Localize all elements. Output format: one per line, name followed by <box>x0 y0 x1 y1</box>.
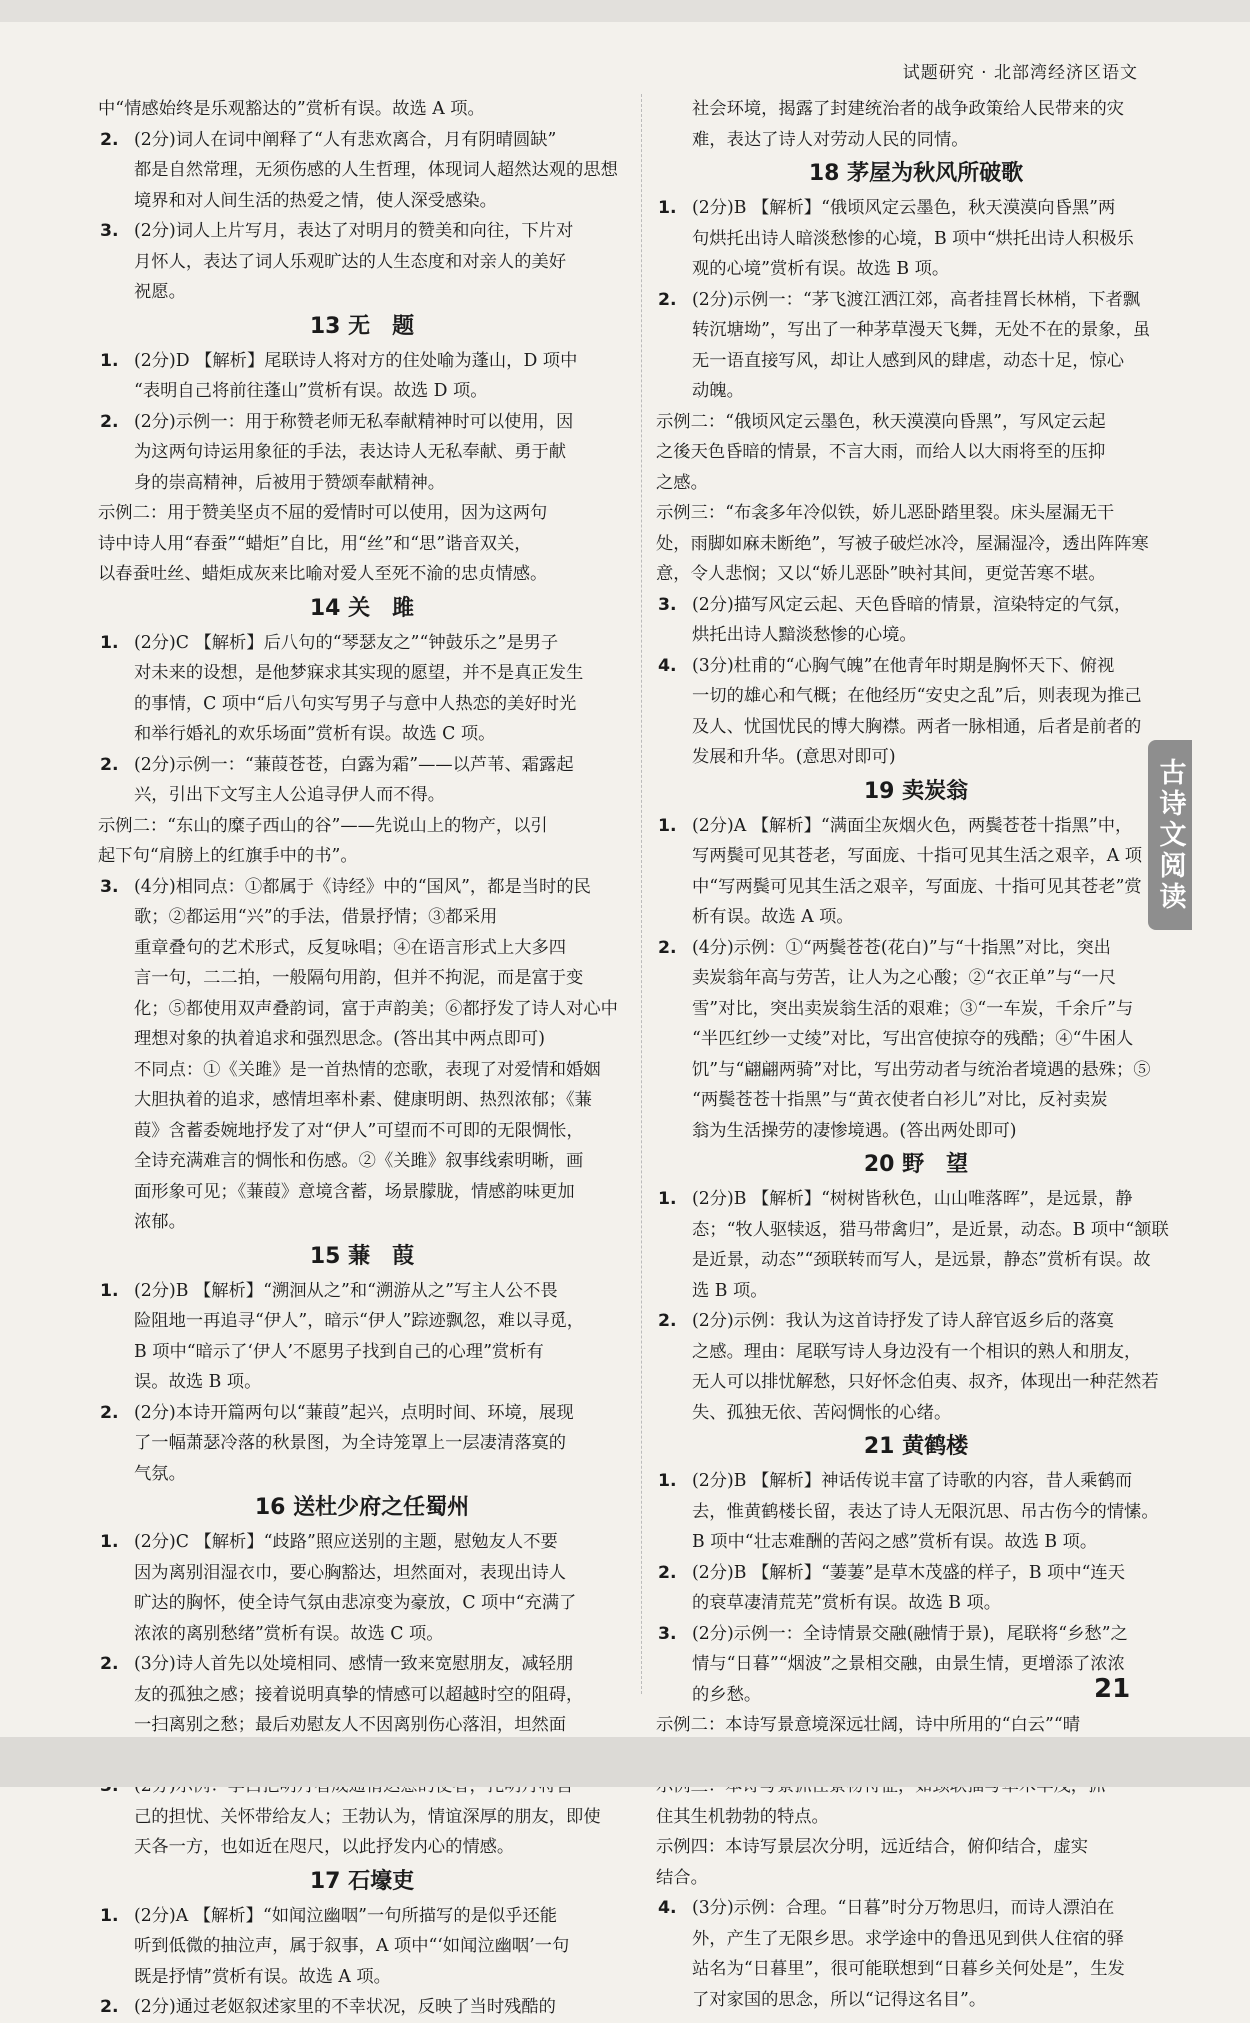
answer-line: 选 B 项。 <box>692 1280 768 1301</box>
item-text: (2分)B 【解析】“树树皆秋色，山山唯落晖”，是远景，静 <box>692 1189 1133 1209</box>
poem-title: 19 卖炭翁 <box>863 778 969 804</box>
answer-line: 住其生机勃勃的特点。 <box>656 1806 829 1827</box>
item-text: (2分)B 【解析】“萋萋”是草木茂盛的样子，B 项中“连天 <box>692 1562 1125 1583</box>
answer-line: 动魄。 <box>692 381 744 401</box>
answer-line: 烘托出诗人黯淡愁惨的心境。 <box>692 625 917 645</box>
answer-item <box>98 1527 626 1558</box>
answer-line: 的衰草凄清荒芜”赏析有误。故选 B 项。 <box>692 1593 1002 1613</box>
answer-line: 听到低微的抽泣声，属于叙事，A 项中“‘如闻泣幽咽’一句 <box>134 1936 570 1956</box>
answer-line: 示例二：用于赞美坚贞不屈的爱情时可以使用，因为这两句 <box>98 503 548 523</box>
answer-line: 情与“日暮”“烟波”之景相交融，由景生情，更增添了浓浓 <box>692 1654 1125 1674</box>
item-text: (2分)B 【解析】“溯洄从之”和“溯游从之”写主人公不畏 <box>134 1280 558 1301</box>
answer-line: “两鬓苍苍十指黑”与“黄衣使者白衫儿”对比，反衬卖炭 <box>692 1090 1108 1110</box>
item-number: 1. <box>658 1189 677 1209</box>
poem-title: 13 无 题 <box>309 313 415 339</box>
answer-line: 都是自然常理，无须伤感的人生哲理，体现词人超然达观的思想 <box>134 160 618 180</box>
answer-item <box>98 1276 626 1307</box>
answer-line: 之感。 <box>656 472 708 493</box>
answer-line: 示例三：“布衾多年冷似铁，娇儿恶卧踏里裂。床头屋漏无干 <box>656 503 1115 523</box>
item-text: (4分)相同点：①都属于《诗经》中的“国风”，都是当时的民 <box>134 876 591 897</box>
answer-line: 结合。 <box>656 1867 708 1888</box>
answer-item <box>98 628 626 659</box>
answer-line: 诗中诗人用“春蚕”“蜡炬”自比，用“丝”和“思”谐音双关， <box>98 533 532 554</box>
answer-item <box>656 1466 1176 1497</box>
item-number: 3. <box>100 876 119 897</box>
answer-line: “表明自己将前往蓬山”赏析有误。故选 D 项。 <box>134 381 488 401</box>
item-text: (3分)示例：合理。“日暮”时分万物思归，而诗人漂泊在 <box>692 1898 1115 1918</box>
answer-item <box>656 590 1176 621</box>
item-number: 2. <box>100 411 119 432</box>
answer-line: 气氛。 <box>134 1463 186 1484</box>
answer-line: 示例四：本诗写景层次分明，远近结合，俯仰结合，虚实 <box>656 1837 1089 1857</box>
answer-line: 中“写两鬓可见其生活之艰辛，写面庞、十指可见其苍老”赏 <box>692 876 1142 897</box>
item-number: 2. <box>658 937 677 958</box>
answer-line: 了一幅萧瑟冷落的秋景图，为全诗笼罩上一层凄清落寞的 <box>134 1433 567 1453</box>
top-margin <box>0 0 1250 22</box>
poem-title: 15 蒹 葭 <box>309 1243 415 1269</box>
answer-item <box>98 872 626 903</box>
page-header: 试题研究 · 北部湾经济区语文 <box>902 63 1138 83</box>
item-number: 1. <box>100 1280 119 1301</box>
answer-line: 葭》含蓄委婉地抒发了对“伊人”可望而不可即的无限惆怅， <box>134 1120 584 1141</box>
item-text: (2分)A 【解析】“如闻泣幽咽”一句所描写的是似乎还能 <box>134 1905 558 1926</box>
answer-line: 饥”与“翩翩两骑”对比，写出劳动者与统治者境遇的悬殊；⑤ <box>692 1059 1151 1080</box>
answer-item <box>98 750 626 781</box>
answer-line: B 项中“暗示了‘伊人’不愿男子找到自己的心理”赏析有 <box>134 1341 544 1362</box>
item-number: 2. <box>100 1402 119 1423</box>
answer-line: 示例二：本诗写景意境深远壮阔，诗中所用的“白云”“晴 <box>656 1715 1080 1735</box>
answer-line: 一切的雄心和气概；在他经历“安史之乱”后，则表现为推己 <box>692 686 1142 706</box>
item-text: (2分)本诗开篇两句以“蒹葭”起兴，点明时间、环境，展现 <box>134 1402 574 1423</box>
item-text: (2分)词人在词中阐释了“人有悲欢离合，月有阴晴圆缺” <box>134 129 557 150</box>
item-number: 2. <box>658 1311 677 1331</box>
answer-line: 态；“牧人驱犊返，猎马带禽归”，是近景，动态。B 项中“颔联 <box>692 1219 1169 1240</box>
item-text: (2分)示例一：“蒹葭苍苍，白露为霜”——以芦苇、霜露起 <box>134 754 574 775</box>
answer-line: 重章叠句的艺术形式，反复咏唱；④在语言形式上大多四 <box>134 937 567 958</box>
item-text: (2分)A 【解析】“满面尘灰烟火色，两鬓苍苍十指黑”中， <box>692 815 1133 836</box>
answer-line: 一扫离别之愁；最后劝慰友人不因离别伤心落泪，坦然面 <box>134 1715 567 1735</box>
poem-title: 20 野 望 <box>863 1152 969 1177</box>
item-number: 3. <box>658 594 677 615</box>
answer-item <box>98 407 626 438</box>
page-number: 21 <box>1094 1674 1131 1704</box>
answer-line: 站名为“日暮里”，很可能联想到“日暮乡关何处是”，生发 <box>692 1959 1125 1979</box>
answer-line: 为这两句诗运用象征的手法，表达诗人无私奉献、勇于献 <box>134 442 567 462</box>
right-column <box>656 94 1176 2015</box>
item-text: (3分)诗人首先以处境相同、感情一致来宽慰朋友，减轻朋 <box>134 1654 574 1674</box>
item-number: 1. <box>658 815 677 836</box>
item-number: 1. <box>100 1532 119 1552</box>
answer-line: 句烘托出诗人暗淡愁惨的心境，B 项中“烘托出诗人积极乐 <box>692 228 1134 249</box>
item-text: (2分)B 【解析】神话传说丰富了诗歌的内容，昔人乘鹤而 <box>692 1471 1133 1491</box>
answer-line: 意，令人悲悯；又以“娇儿恶卧”映衬其间，更觉苦寒不堪。 <box>656 564 1106 584</box>
answer-line: 月怀人，表达了词人乐观旷达的人生态度和对亲人的美好 <box>134 251 567 272</box>
answer-item <box>98 1398 626 1429</box>
answer-line: 身的崇高精神，后被用于赞颂奉献精神。 <box>134 472 446 493</box>
answer-line: 不同点：①《关雎》是一首热情的恋歌，表现了对爱情和婚姻 <box>134 1059 601 1080</box>
answer-line: 歌；②都运用“兴”的手法，借景抒情；③都采用 <box>134 907 498 927</box>
answer-item <box>98 125 626 156</box>
answer-item <box>98 346 626 377</box>
left-column <box>98 94 626 2023</box>
answer-item <box>98 1649 626 1680</box>
item-number: 2. <box>100 1997 119 2017</box>
answer-line: 及人、忧国忧民的博大胸襟。两者一脉相通，后者是前者的 <box>692 716 1142 737</box>
poem-title: 16 送杜少府之任蜀州 <box>254 1495 470 1520</box>
item-text: (2分)示例一：全诗情景交融(融情于景)，尾联将“乡愁”之 <box>692 1623 1128 1644</box>
answer-line: 发展和升华。(意思对即可) <box>692 747 896 767</box>
answer-line: 失、孤独无依、苦闷惆怅的心绪。 <box>692 1402 952 1423</box>
answer-line: 因为离别泪湿衣巾，要心胸豁达，坦然面对，表现出诗人 <box>134 1562 567 1583</box>
answer-line: 全诗充满难言的惆怅和伤感。②《关雎》叙事线索明晰，画 <box>134 1151 584 1171</box>
answer-line: 是近景，动态”“颈联转而写人，是远景，静态”赏析有误。故 <box>692 1250 1151 1270</box>
item-number: 2. <box>100 1654 119 1674</box>
answer-item <box>98 1901 626 1932</box>
item-number: 1. <box>658 1471 677 1491</box>
answer-item <box>98 216 626 247</box>
answer-item <box>656 285 1176 316</box>
item-text: (2分)示例一：“茅飞渡江洒江郊，高者挂罥长林梢，下者飘 <box>692 289 1141 310</box>
answer-line: 浓郁。 <box>134 1212 186 1232</box>
item-text: (2分)C 【解析】后八句的“琴瑟友之”“钟鼓乐之”是男子 <box>134 632 559 653</box>
poem-title: 14 关 雎 <box>309 595 415 621</box>
answer-line: 险阻地一再追寻“伊人”，暗示“伊人”踪迹飘忽，难以寻觅， <box>134 1311 585 1331</box>
answer-line: 化；⑤都使用双声叠韵词，富于声韵美；⑥都抒发了诗人对心中 <box>134 998 618 1019</box>
item-number: 1. <box>658 198 677 218</box>
answer-line: 既是抒情”赏析有误。故选 A 项。 <box>134 1966 391 1987</box>
answer-line: 友的孤独之感；接着说明真挚的情感可以超越时空的阻碍， <box>134 1684 584 1705</box>
item-number: 4. <box>658 1898 677 1918</box>
answer-line: 面形象可见；《蒹葭》意境含蓄，场景朦胧，情感韵味更加 <box>134 1181 575 1202</box>
answer-line: 去，惟黄鹤楼长留，表达了诗人无限沉思、吊古伤今的情愫。 <box>692 1501 1159 1522</box>
answer-item <box>656 1893 1176 1924</box>
item-text: (2分)描写风定云起、天色昏暗的情景，渲染特定的气氛， <box>692 594 1132 615</box>
answer-line: 天各一方，也如近在咫尺，以此抒发内心的情感。 <box>134 1837 515 1857</box>
answer-line: 言一句，二二拍，一般隔句用韵，但并不拘泥，而是富于变 <box>134 968 584 988</box>
answer-line: 示例二：“俄顷风定云墨色，秋天漠漠向昏黑”，写风定云起 <box>656 411 1106 432</box>
item-number: 3. <box>100 221 119 241</box>
answer-line: 雪”对比，突出卖炭翁生活的艰难；③“一车炭，千余斤”与 <box>692 998 1134 1019</box>
answer-line: 的事情，C 项中“后八句实写男子与意中人热恋的美好时光 <box>134 693 577 714</box>
answer-line: 难，表达了诗人对劳动人民的同情。 <box>692 129 969 150</box>
answer-line: 翁为生活操劳的凄惨境遇。(答出两处即可) <box>692 1120 1017 1141</box>
item-number: 2. <box>658 1562 677 1583</box>
item-number: 1. <box>100 632 119 653</box>
answer-line: 无一语直接写风，却让人感到风的肆虐，动态十足，惊心 <box>692 350 1125 371</box>
answer-line: 误。故选 B 项。 <box>134 1372 262 1392</box>
answer-line: 示例二：“东山的糜子西山的谷”——先说山上的物产，以引 <box>98 815 548 836</box>
answer-item <box>656 811 1176 842</box>
item-number: 2. <box>100 754 119 775</box>
answer-item <box>656 651 1176 682</box>
answer-line: 转沉塘坳”，写出了一种茅草漫天飞舞，无处不在的景象，虽 <box>692 320 1151 340</box>
poem-title: 17 石壕吏 <box>309 1868 415 1894</box>
answer-line: B 项中“壮志难酬的苦闷之感”赏析有误。故选 B 项。 <box>692 1532 1098 1552</box>
item-text: (2分)D 【解析】尾联诗人将对方的住处喻为蓬山，D 项中 <box>134 350 578 371</box>
poem-title: 18 茅屋为秋风所破歌 <box>808 161 1024 186</box>
answer-item <box>656 1558 1176 1589</box>
answer-line: 中“情感始终是乐观豁达的”赏析有误。故选 A 项。 <box>98 99 485 119</box>
answer-line: 祝愿。 <box>134 282 186 302</box>
answer-line: 之後天色昏暗的情景，不言大雨，而给人以大雨将至的压抑 <box>656 442 1106 462</box>
item-text: (3分)杜甫的“心胸气魄”在他青年时期是胸怀天下、俯视 <box>692 655 1115 676</box>
item-text: (2分)词人上片写月，表达了对明月的赞美和向往，下片对 <box>134 221 574 241</box>
answer-line: 旷达的胸怀，使全诗气氛由悲凉变为豪放，C 项中“充满了 <box>134 1593 577 1613</box>
section-side-tab: 古诗文阅读 <box>1148 740 1192 930</box>
item-text: (4分)示例：①“两鬓苍苍(花白)”与“十指黑”对比，突出 <box>692 937 1111 958</box>
answer-line: 起下句“肩膀上的红旗手中的书”。 <box>98 846 358 866</box>
answer-line: 无人可以排忧解愁，只好怀念伯夷、叔齐，体现出一种茫然若 <box>692 1372 1159 1392</box>
answer-line: 写两鬓可见其苍老，写面庞、十指可见其生活之艰辛，A 项 <box>692 846 1143 866</box>
item-text: (2分)示例：我认为这首诗抒发了诗人辞官返乡后的落寞 <box>692 1311 1114 1331</box>
answer-line: 以春蚕吐丝、蜡炬成灰来比喻对爱人至死不渝的忠贞情感。 <box>98 564 548 584</box>
answer-line: 理想对象的执着追求和强烈思念。(答出其中两点即可) <box>134 1029 545 1049</box>
item-text: (2分)通过老妪叙述家里的不幸状况，反映了当时残酷的 <box>134 1997 556 2017</box>
answer-item <box>98 1992 626 2023</box>
answer-line: 处，雨脚如麻未断绝”，写被子破烂冰冷，屋漏湿冷，透出阵阵寒 <box>656 533 1149 554</box>
poem-title: 21 黄鹤楼 <box>863 1434 969 1459</box>
bottom-margin <box>0 1737 1250 1787</box>
answer-line: 和举行婚礼的欢乐场面”赏析有误。故选 C 项。 <box>134 724 496 744</box>
answer-item <box>656 933 1176 964</box>
answer-line: 之感。理由：尾联写诗人身边没有一个相识的熟人和朋友， <box>692 1341 1142 1362</box>
item-text: (2分)示例一：用于称赞老师无私奉献精神时可以使用，因 <box>134 411 574 432</box>
answer-line: 大胆执着的追求，感情坦率朴素、健康明朗、热烈浓郁；《蒹 <box>134 1090 592 1110</box>
item-number: 1. <box>100 350 119 371</box>
answer-line: 的乡愁。 <box>692 1684 762 1705</box>
answer-item <box>656 1306 1176 1337</box>
answer-line: 卖炭翁年高与劳苦，让人为之心酸；②“衣正单”与“一尺 <box>692 968 1116 988</box>
answer-line: 析有误。故选 A 项。 <box>692 907 854 927</box>
answer-line: 己的担忧、关怀带给友人；王勃认为，情谊深厚的朋友，即使 <box>134 1806 601 1827</box>
item-number: 2. <box>100 129 119 150</box>
answer-line: 观的心境”赏析有误。故选 B 项。 <box>692 259 950 279</box>
answer-item <box>656 1619 1176 1650</box>
answer-line: “半匹红纱一丈绫”对比，写出宫使掠夺的残酷；④“牛困人 <box>692 1029 1134 1049</box>
answer-line: 浓浓的离别愁绪”赏析有误。故选 C 项。 <box>134 1623 444 1644</box>
answer-item <box>656 193 1176 224</box>
item-number: 2. <box>658 289 677 310</box>
column-divider <box>641 94 643 1694</box>
item-text: (2分)C 【解析】“歧路”照应送别的主题，慰勉友人不要 <box>134 1532 558 1552</box>
answer-line: 兴，引出下文写主人公追寻伊人而不得。 <box>134 785 446 805</box>
item-number: 3. <box>658 1623 677 1644</box>
item-number: 4. <box>658 655 677 676</box>
answer-line: 外，产生了无限乡思。求学途中的鲁迅见到供人住宿的驿 <box>692 1928 1125 1949</box>
answer-line: 了对家国的思念，所以“记得这名目”。 <box>692 1989 987 2010</box>
answer-line: 社会环境，揭露了封建统治者的战争政策给人民带来的灾 <box>692 99 1125 119</box>
answer-line: 境界和对人间生活的热爱之情，使人深受感染。 <box>134 190 497 211</box>
answer-item <box>656 1184 1176 1215</box>
item-text: (2分)B 【解析】“俄顷风定云墨色，秋天漠漠向昏黑”两 <box>692 198 1116 218</box>
item-number: 1. <box>100 1905 119 1926</box>
answer-line: 对未来的设想，是他梦寐求其实现的愿望，并不是真正发生 <box>134 663 584 683</box>
